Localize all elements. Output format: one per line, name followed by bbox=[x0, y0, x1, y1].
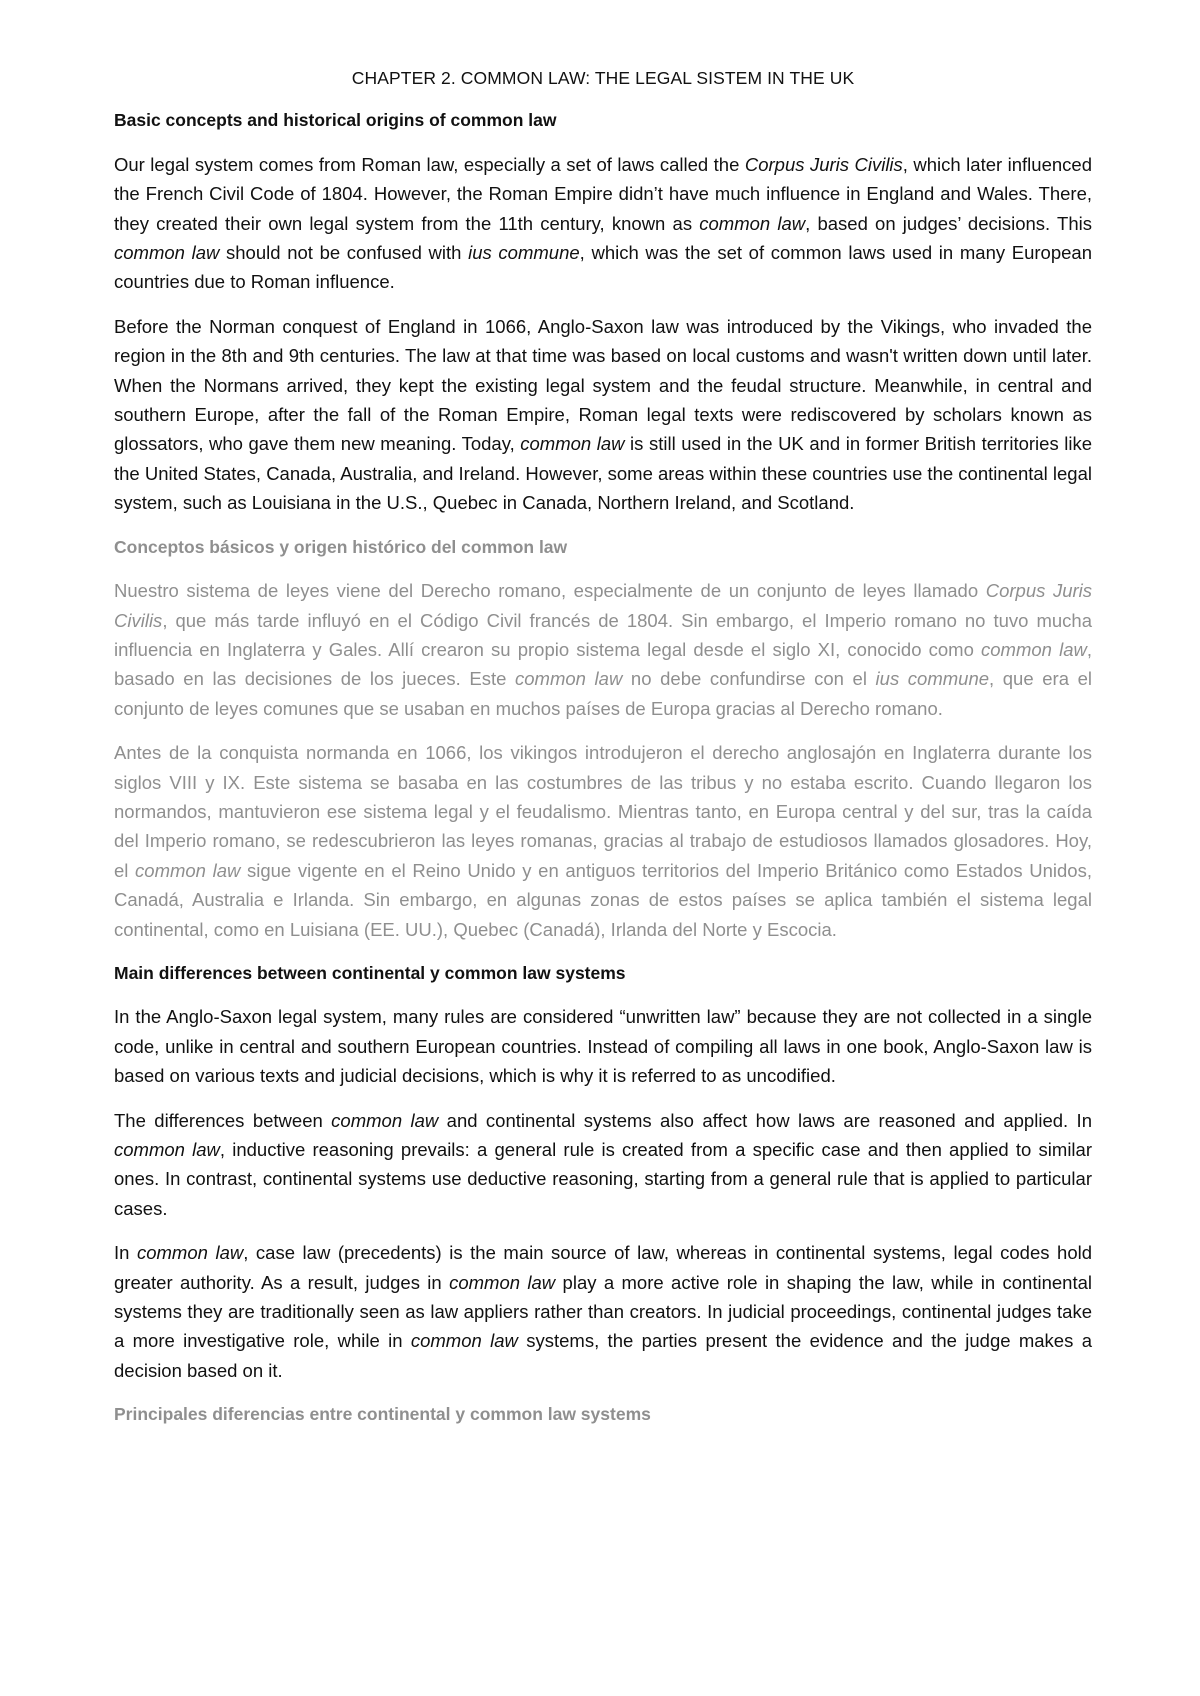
text-run: play a more active role in shaping the law, while in continental systems they are traditionally seen as law appliers rather than creators. In judicial proceedings, continental judges take a more investigative role, while in bbox=[114, 1271, 1093, 1352]
text-run: sigue vigente en el Reino Unido y en antiguos territorios del Imperio Británico como Estados Unidos, Canadá, Australia e Irlanda. Sin embargo, en algunas zonas de estos países se aplica también el sistema legal continental, como en Luisiana (EE. UU.), Quebec (Canadá), Irlanda del Norte y Escocia. bbox=[114, 859, 1092, 940]
section-heading-spanish bbox=[114, 533, 1092, 562]
section-heading bbox=[114, 106, 1092, 135]
italic-term: common law bbox=[135, 859, 241, 881]
text-run: The differences between bbox=[114, 1109, 332, 1131]
paragraph bbox=[114, 1002, 1092, 1090]
text-run: Conceptos básicos y origen histórico del common law bbox=[114, 536, 568, 557]
italic-term: common law bbox=[520, 433, 625, 455]
text-run: Main differences between continental y common law systems bbox=[114, 962, 626, 983]
text-run: In the Anglo-Saxon legal system, many rules are considered “unwritten law” because they are not collected in a single code, unlike in central and southern European countries. Instead of compiling all laws in one book, Anglo-Saxon law is based on various texts and judicial decisions, which is why it is referred to as uncodified. bbox=[114, 1006, 1092, 1087]
text-run: and continental systems also affect how laws are reasoned and applied. In bbox=[438, 1109, 1092, 1131]
text-run: , case law (precedents) is the main source of law, whereas in continental systems, legal codes hold greater authority. As a result, judges in bbox=[114, 1242, 1093, 1293]
text-run: , inductive reasoning prevails: a general rule is created from a specific case and then applied to similar ones. In contrast, continental systems use deductive reasoning, starting from a general rule that is applied to particular cases. bbox=[114, 1139, 1092, 1219]
italic-term: Corpus Juris Civilis bbox=[114, 580, 1093, 631]
italic-term: common law bbox=[331, 1109, 439, 1131]
text-run: Our legal system comes from Roman law, especially a set of laws called the bbox=[114, 153, 745, 175]
paragraph bbox=[114, 1238, 1092, 1385]
text-run: , que más tarde influyó en el Código Civil francés de 1804. Sin embargo, el Imperio romano no tuvo mucha influencia en Inglaterra y Gales. Allí crearon su propio sistema legal desde el siglo XI, conocido como bbox=[114, 609, 1092, 660]
italic-term: Corpus Juris Civilis bbox=[744, 153, 903, 175]
text-run: Antes de la conquista normanda en 1066, los vikingos introdujeron el derecho anglosajón en Inglaterra durante los siglos VIII y IX. Este sistema se basaba en las costumbres de las tribus y no estaba escrito. Cuando llegaron los normandos, mantuvieron ese sistema legal y el feudalismo. Mientras tanto, en Europa central y del sur, tras la caída del Imperio romano, se redescubrieron las leyes romanas, gracias al trabajo de estudiosos llamados glosadores. Hoy, el bbox=[114, 742, 1092, 881]
paragraph-spanish bbox=[114, 576, 1092, 723]
text-run: Basic concepts and historical origins of common law bbox=[114, 110, 557, 131]
text-run: , basado en las decisiones de los jueces. Este bbox=[114, 638, 1092, 690]
text-run: is still used in the UK and in former British territories like the United States, Canada, Australia, and Ireland. However, some areas within these countries use the continental legal system, such as Louisiana in the U.S., Quebec in Canada, Northern Ireland, and Scotland. bbox=[114, 433, 1092, 514]
text-run: no debe confundirse con el bbox=[622, 668, 876, 690]
text-run: should not be confused with bbox=[219, 242, 469, 264]
italic-term: common law bbox=[410, 1330, 518, 1352]
text-run: systems, the parties present the evidence and the judge makes a decision based on it. bbox=[114, 1330, 1092, 1381]
italic-term: common law bbox=[981, 638, 1087, 660]
italic-term: common law bbox=[114, 1139, 220, 1160]
italic-term: common law bbox=[136, 1242, 244, 1264]
paragraph-spanish bbox=[114, 738, 1092, 944]
document-body bbox=[114, 106, 1092, 1429]
italic-term: ius commune bbox=[875, 668, 990, 690]
text-run: In bbox=[114, 1242, 137, 1264]
italic-term: ius commune bbox=[468, 242, 580, 264]
italic-term: common law bbox=[515, 668, 623, 690]
paragraph bbox=[114, 150, 1092, 297]
section-heading bbox=[114, 959, 1092, 988]
paragraph bbox=[114, 312, 1092, 518]
document-page bbox=[114, 64, 1092, 1444]
text-run: , which was the set of common laws used in many European countries due to Roman influence. bbox=[114, 242, 1092, 293]
text-run: Nuestro sistema de leyes viene del Derecho romano, especialmente de un conjunto de leyes llamado bbox=[114, 580, 986, 602]
text-run: Principales diferencias entre continental y common law systems bbox=[114, 1404, 651, 1425]
text-run: , based on judges’ decisions. This bbox=[805, 212, 1092, 234]
chapter-title: CHAPTER 2. COMMON LAW: THE LEGAL SISTEM IN THE UK bbox=[351, 68, 855, 88]
italic-term: common law bbox=[699, 212, 806, 234]
text-run: , which later influenced the French Civil Code of 1804. However, the Roman Empire didn’t have much influence in England and Wales. There, they created their own legal system from the 11th century, known as bbox=[114, 153, 1092, 234]
italic-term: common law bbox=[449, 1271, 556, 1293]
italic-term: common law bbox=[114, 242, 220, 264]
text-run: , que era el conjunto de leyes comunes que se usaban en muchos países de Europa gracias al Derecho romano. bbox=[114, 668, 1092, 719]
text-run: Before the Norman conquest of England in 1066, Anglo-Saxon law was introduced by the Vikings, who invaded the region in the 8th and 9th centuries. The law at that time was based on local customs and wasn't written down until later. When the Normans arrived, they kept the existing legal system and the feudal structure. Meanwhile, in central and southern Europe, after the fall of the Roman Empire, Roman legal texts were rediscovered by scholars known as glossators, who gave them new meaning. Today, bbox=[114, 315, 1092, 455]
section-heading-spanish bbox=[114, 1400, 1092, 1429]
paragraph bbox=[114, 1106, 1092, 1224]
